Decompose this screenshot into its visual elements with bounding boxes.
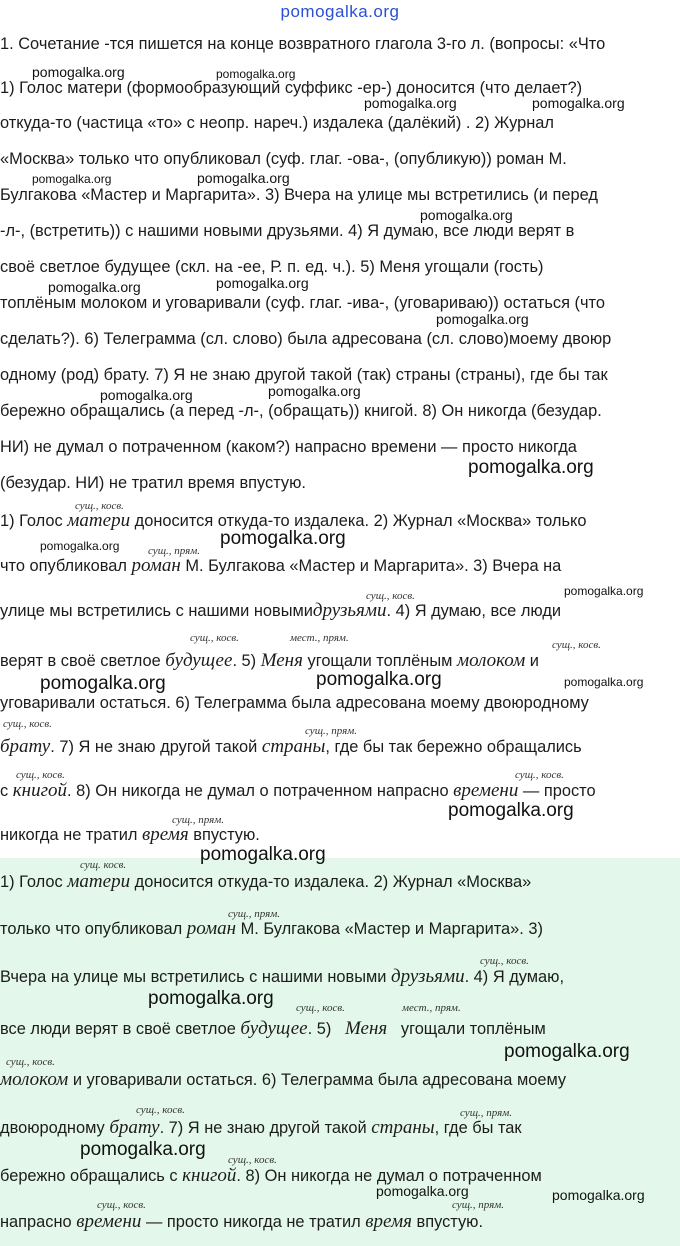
p1-line: НИ) не думал о потраченном (каком?) напрасно времени — просто никогда <box>0 438 577 456</box>
pos-label: сущ., косв. <box>6 1056 55 1068</box>
analyzed-word: роман <box>131 555 181 576</box>
analyzed-word: книгой <box>12 780 67 801</box>
p1-line: (безудар. НИ) не тратил время впустую. <box>0 474 306 492</box>
analyzed-word: роман <box>186 918 237 939</box>
p3-line: только что опубликовал роман М. Булгакова «Мастер и Маргарита». 3) <box>0 918 543 939</box>
p1-line: бережно обращались (а перед -л-, (обращать)) книгой. 8) Он никогда (безудар. <box>0 402 602 420</box>
p1-line: топлёным молоком и уговаривали (суф. глаг. -ива-, (уговариваю)) остаться (что <box>0 294 605 312</box>
analyzed-word: времени <box>76 1211 142 1232</box>
analyzed-word: будущее <box>165 650 233 671</box>
pos-label: сущ., прям. <box>228 908 280 920</box>
watermark: pomogalka.org <box>80 1139 206 1160</box>
analyzed-word: страны <box>371 1117 435 1138</box>
pos-label: сущ., прям. <box>460 1107 512 1119</box>
pos-label: сущ., косв. <box>97 1199 146 1211</box>
p1-line: одному (род) брату. 7) Я не знаю другой такой (так) страны (страны), где бы так <box>0 366 608 384</box>
pos-label: сущ., косв. <box>515 769 564 781</box>
p1-line: сделать?). 6) Телеграмма (сл. слово) была адресована (сл. слово)моему двоюр <box>0 330 612 348</box>
watermark: pomogalka.org <box>316 669 442 690</box>
p3-line: напрасно времени — просто никогда не тратил время впустую. <box>0 1211 484 1232</box>
p3-line: двоюродному брату. 7) Я не знаю другой такой страны, где бы так <box>0 1117 522 1138</box>
analyzed-word: Меня <box>260 650 303 671</box>
analyzed-word: матери <box>67 510 131 531</box>
pos-label: сущ., косв. <box>3 718 52 730</box>
watermark: pomogalka.org <box>48 279 141 295</box>
watermark: pomogalka.org <box>216 275 309 291</box>
watermark: pomogalka.org <box>148 988 274 1009</box>
p3-line: молоком и уговаривали остаться. 6) Телеграмма была адресована моему <box>0 1069 567 1090</box>
pos-label: сущ. косв. <box>80 859 127 871</box>
watermark: pomogalka.org <box>376 1183 469 1199</box>
watermark: pomogalka.org <box>200 844 326 865</box>
watermark: pomogalka.org <box>436 311 529 327</box>
p1-line: Булгакова «Мастер и Маргарита». 3) Вчера на улице мы встретились (и перед <box>0 186 598 204</box>
watermark: pomogalka.org <box>197 170 290 186</box>
analyzed-word: брату <box>0 736 51 757</box>
p2-line: уговаривали остаться. 6) Телеграмма была адресована моему двоюродному <box>0 694 589 712</box>
pos-label: сущ., косв. <box>366 590 415 602</box>
p1-line: «Москва» только что опубликовал (суф. глаг. -ова-, (опубликую)) роман М. <box>0 150 567 168</box>
p1-line: своё светлое будущее (скл. на -ее, Р. п. ед. ч.). 5) Меня угощали (гость) <box>0 258 544 276</box>
watermark: pomogalka.org <box>216 67 296 81</box>
watermark: pomogalka.org <box>32 172 112 186</box>
watermark: pomogalka.org <box>420 207 513 223</box>
pos-label: сущ., косв. <box>16 769 65 781</box>
analyzed-word: брату <box>109 1117 160 1138</box>
pos-label: мест., прям. <box>402 1002 461 1014</box>
analyzed-word: молоком <box>456 650 526 671</box>
p2-line: что опубликовал роман М. Булгакова «Мастер и Маргарита». 3) Вчера на <box>0 555 562 576</box>
p1-line: откуда-то (частица «то» с неопр. нареч.) издалека (далёкий) . 2) Журнал <box>0 114 554 132</box>
pos-label: мест., прям. <box>290 632 349 644</box>
pos-label: сущ., косв. <box>480 955 529 967</box>
p3-line: все люди верят в своё светлое будущее. 5) Меня угощали топлёным <box>0 1018 546 1039</box>
pos-label: сущ., косв. <box>228 1154 277 1166</box>
p2-line: брату. 7) Я не знаю другой такой страны, где бы так бережно обращались <box>0 736 582 757</box>
analyzed-word: страны <box>261 736 326 757</box>
pos-label: сущ., прям. <box>148 545 200 557</box>
watermark: pomogalka.org <box>268 383 361 399</box>
watermark: pomogalka.org <box>100 387 193 403</box>
pos-label: сущ., прям. <box>452 1199 504 1211</box>
analyzed-word: время <box>142 824 189 845</box>
watermark: pomogalka.org <box>40 539 120 553</box>
rule-text: 1. Сочетание -тся пишется на конце возвратного глагола 3-го л. (вопросы: «Что <box>0 35 606 53</box>
watermark: pomogalka.org <box>468 457 594 478</box>
p2-line: никогда не тратил время впустую. <box>0 824 260 845</box>
analyzed-word: Меня <box>344 1018 388 1039</box>
watermark: pomogalka.org <box>40 673 166 694</box>
watermark: pomogalka.org <box>532 95 625 111</box>
analyzed-word: друзьями <box>312 600 387 621</box>
pos-label: сущ., косв. <box>296 1002 345 1014</box>
watermark: pomogalka.org <box>32 64 125 80</box>
analyzed-word: молоком <box>0 1069 69 1090</box>
watermark: pomogalka.org <box>564 584 644 598</box>
pos-label: сущ., косв. <box>136 1104 185 1116</box>
p2-line: 1) Голос матери доносится откуда-то издалека. 2) Журнал «Москва» только <box>0 510 587 531</box>
watermark: pomogalka.org <box>504 1041 630 1062</box>
p3-line: бережно обращались с книгой. 8) Он никогда не думал о потраченном <box>0 1165 542 1186</box>
pos-label: сущ., прям. <box>305 725 357 737</box>
p3-line: 1) Голос матери доносится откуда-то издалека. 2) Журнал «Москва» <box>0 871 532 892</box>
analyzed-word: время <box>365 1211 412 1232</box>
pos-label: сущ., косв. <box>552 639 601 651</box>
pos-label: сущ., прям. <box>172 814 224 826</box>
p3-line: Вчера на улице мы встретились с нашими новыми друзьями. 4) Я думаю, <box>0 966 565 987</box>
site-logo[interactable]: pomogalka.org <box>280 2 400 21</box>
analyzed-word: книгой <box>182 1165 237 1186</box>
p2-line: с книгой. 8) Он никогда не думал о потраченном напрасно времени — просто <box>0 780 596 801</box>
pos-label: сущ., косв. <box>190 632 239 644</box>
watermark: pomogalka.org <box>564 675 644 689</box>
watermark: pomogalka.org <box>220 528 346 549</box>
watermark: pomogalka.org <box>364 95 457 111</box>
p2-line: верят в своё светлое будущее. 5) Меня угощали топлёным молоком и <box>0 650 539 671</box>
analyzed-word: друзьями <box>391 966 465 987</box>
p2-line: улице мы встретились с нашими новымидрузьями. 4) Я думаю, все люди <box>0 600 562 621</box>
watermark: pomogalka.org <box>448 800 574 821</box>
analyzed-word: будущее <box>240 1018 308 1039</box>
watermark: pomogalka.org <box>552 1187 645 1203</box>
analyzed-word: времени <box>453 780 519 801</box>
pos-label: сущ., косв. <box>75 500 124 512</box>
p1-line: -л-, (встретить)) с нашими новыми друзьями. 4) Я думаю, все люди верят в <box>0 222 575 240</box>
analyzed-word: матери <box>67 871 131 892</box>
p1-line: 1) Голос матери (формообразующий суффикс -ер-) доносится (что делает?) <box>0 79 583 97</box>
